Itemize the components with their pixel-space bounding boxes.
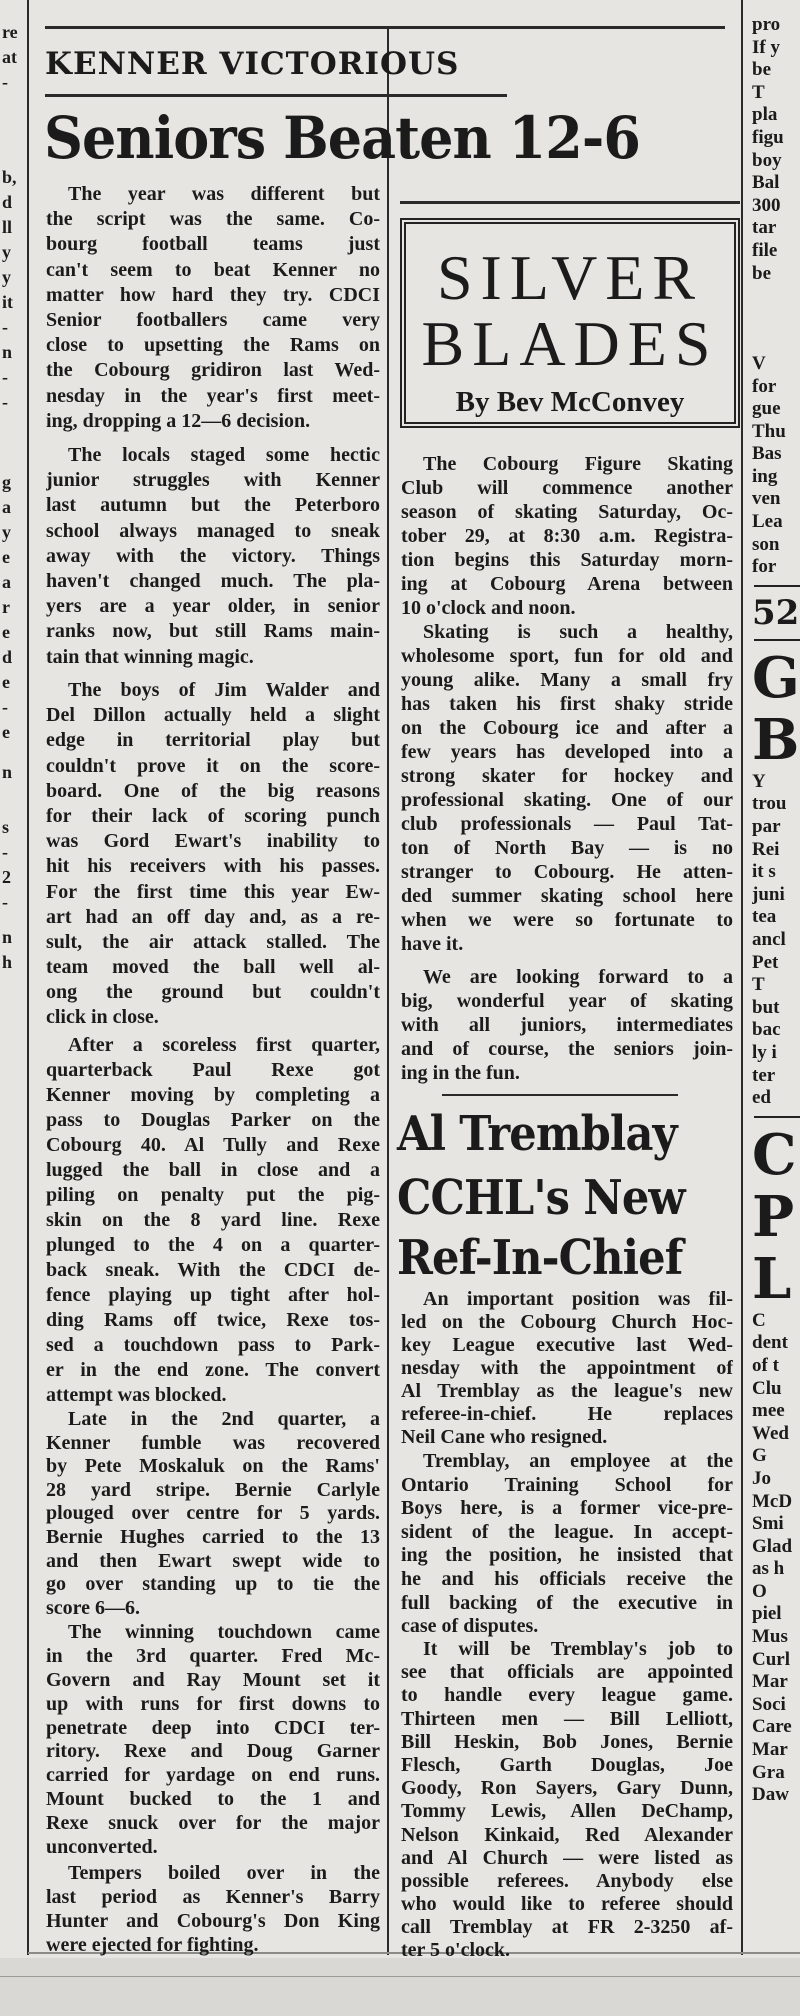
text-line: tion begins this Saturday morn- [401, 549, 733, 571]
paragraph [401, 620, 733, 956]
text-line: season of skating Saturday, Oc- [401, 501, 733, 523]
column-rule-right [741, 0, 743, 1955]
text-line: Hunter and Cobourg's Don King [46, 1910, 380, 1932]
clipped-text-fragment: as h [752, 1558, 785, 1580]
text-line: The year was different but [68, 183, 380, 205]
clipped-text-fragment: at [2, 47, 17, 67]
text-line: Boys here, is a former vice-pre- [401, 1497, 733, 1520]
paragraph [401, 1638, 733, 1963]
text-line: attempt was blocked. [46, 1384, 227, 1406]
text-line: possible referees. Anybody else [401, 1869, 733, 1892]
clipped-text-fragment: for [752, 375, 777, 397]
text-line: big, wonderful year of skating [401, 990, 733, 1012]
clipped-text-fragment: figu [752, 126, 784, 148]
clipped-text-fragment: be [752, 262, 771, 284]
clipped-headline-fragment: 52 [752, 592, 800, 633]
text-line: Bill Heskin, Bob Jones, Bernie [401, 1730, 733, 1753]
clipped-text-fragment: a [2, 572, 11, 592]
article-headline: Seniors Beaten 12-6 [44, 104, 640, 172]
clipped-headline-fragment: G [752, 644, 800, 711]
text-line: up with runs for first downs to [46, 1692, 380, 1715]
clipped-text-fragment: Bal [752, 172, 780, 194]
text-line: er in the end zone. The convert [46, 1359, 380, 1381]
text-line: art had an off day and, as a re- [46, 905, 380, 928]
clipped-text-fragment: If y [752, 36, 780, 58]
clipped-text-fragment: it [2, 292, 13, 312]
clipped-text-fragment: T [752, 81, 765, 103]
text-line: Del Dillon actually held a slight [46, 704, 380, 727]
text-line: was Gord Ewart's inability to [46, 830, 380, 853]
text-line: away with the victory. Things [46, 544, 380, 567]
clipped-text-fragment: Gra [752, 1761, 785, 1783]
text-line: sed a touchdown pass to Park- [46, 1334, 380, 1356]
clipped-text-fragment: par [752, 816, 781, 838]
text-line: It will be Tremblay's job to [423, 1638, 733, 1660]
clipped-text-fragment: trou [752, 793, 787, 815]
text-line: Neil Cane who resigned. [401, 1426, 608, 1448]
clipped-text-fragment: ven [752, 488, 781, 510]
text-line: Senior footballers came very [46, 308, 380, 331]
text-line: 28 yard stripe. Bernie Carlyle [46, 1478, 380, 1501]
clipped-text-fragment: Daw [752, 1784, 789, 1806]
text-line: in the 3rd quarter. Fred Mc- [46, 1644, 380, 1667]
text-line: and Al Church — were listed as [401, 1846, 733, 1869]
clipped-text-fragment: e [2, 622, 10, 642]
text-line: ter 5 o'clock. [401, 1939, 511, 1962]
clipped-text-fragment: V [752, 352, 766, 374]
clipped-text-fragment: b, [2, 167, 17, 187]
text-line: sult, the air attack stalled. The [46, 930, 380, 953]
text-line: The locals staged some hectic [68, 444, 380, 466]
text-line: Kenner fumble was recovered [46, 1431, 380, 1454]
article-kicker: KENNER VICTORIOUS [45, 46, 460, 82]
text-line: ing the position, he insisted that [401, 1544, 733, 1567]
text-line: go over standing up to tie the [46, 1573, 380, 1596]
text-line: ritory. Rexe and Doug Garner [46, 1740, 380, 1763]
clipped-text-fragment: dent [752, 1332, 788, 1354]
left-margin-clipped-column [0, 0, 27, 1950]
clipped-text-fragment: pla [752, 104, 778, 126]
text-line: who would like to referee should [401, 1893, 733, 1916]
clipped-text-fragment: Y [752, 770, 766, 792]
text-line: tain that winning magic. [46, 645, 254, 668]
text-line: ranks now, but still Rams main- [46, 620, 380, 643]
text-line: The winning touchdown came [68, 1621, 380, 1643]
text-line: were ejected for fighting. [46, 1934, 259, 1956]
clipped-headline-fragment: C [752, 1121, 797, 1188]
clipped-text-fragment: re [2, 22, 18, 42]
column-top-rule [400, 201, 740, 204]
clipped-text-fragment: s [2, 817, 10, 837]
text-line: Rexe snuck over for the major [46, 1812, 380, 1835]
paragraph [401, 965, 733, 1085]
clipped-text-fragment: Rei [752, 838, 780, 860]
right-clipped-column [752, 14, 800, 1807]
text-line: ing, dropping a 12—6 decision. [46, 409, 311, 432]
clipped-text-fragment: a [2, 497, 11, 517]
text-line: ing in the fun. [401, 1062, 520, 1084]
page-bottom-rule [0, 1976, 800, 1977]
text-line: young alike. Many a small fry [401, 669, 733, 691]
clipped-text-fragment: y [2, 267, 11, 287]
clipped-text-fragment: - [2, 697, 8, 717]
page-bottom-margin [0, 1958, 800, 2016]
clipped-text-fragment: - [2, 367, 8, 387]
clipped-text-fragment: y [2, 242, 11, 262]
clipped-text-fragment: 2 [2, 867, 11, 887]
text-line: matter how hard they try. CDCI [46, 283, 380, 306]
text-line: Skating is such a healthy, [423, 621, 733, 643]
text-line: ded summer skating school here [401, 885, 733, 907]
spacer [752, 308, 800, 331]
clipped-text-fragment: e [2, 547, 10, 567]
column-rule-left [27, 0, 29, 1955]
text-line: referee-in-chief. He replaces [401, 1403, 733, 1425]
clipped-text-fragment: piel [752, 1603, 782, 1625]
clipped-text-fragment: Jo [752, 1467, 771, 1489]
text-line: yers are a year older, in senior [46, 595, 380, 618]
text-line: stranger to Cobourg. He atten- [401, 861, 733, 883]
text-line: Club will commence another [401, 477, 733, 499]
column-byline: By Bev McConvey [455, 386, 685, 418]
clipped-text-fragment: Bas [752, 443, 782, 465]
clipped-text-fragment: Curl [752, 1648, 790, 1670]
text-line: nesday with the appointment of [401, 1357, 733, 1379]
text-line: Govern and Ray Mount set it [46, 1668, 380, 1691]
text-line: hit his receivers with his passes. [46, 855, 380, 878]
clipped-text-fragment: Clu [752, 1377, 782, 1399]
clipped-text-fragment: ll [2, 217, 13, 237]
clipped-text-fragment: - [2, 892, 8, 912]
text-line: Nelson Kinkaid, Red Alexander [401, 1823, 733, 1846]
text-line: ding Rams off twice, Rexe tos- [46, 1309, 380, 1331]
article-separator-rule [442, 1094, 678, 1096]
text-line: see that officials are appointed [401, 1661, 733, 1684]
clipped-text-fragment: ly i [752, 1041, 777, 1063]
text-line: penetrate deep into CDCI ter- [46, 1716, 380, 1739]
text-line: bourg football teams just [46, 233, 380, 256]
text-line: key League executive last Wed- [401, 1334, 733, 1356]
text-line: back sneak. With the CDCI de- [46, 1259, 380, 1281]
clipped-text-fragment: of t [752, 1354, 779, 1376]
text-line: Ontario Training School for [401, 1473, 733, 1496]
text-line: for their lack of scoring punch [46, 804, 380, 827]
text-line: call Tremblay at FR 2-3250 af- [401, 1916, 733, 1939]
text-line: We are looking forward to a [423, 966, 733, 988]
text-line: has taken his first shaky stride [401, 693, 733, 715]
clipped-text-fragment: Smi [752, 1513, 784, 1535]
text-line: couldn't prove it on the score- [46, 754, 380, 777]
text-line: Cobourg 40. Al Tully and Rexe [46, 1134, 380, 1156]
clipped-text-fragment: - [2, 392, 8, 412]
text-line: junior struggles with Kenner [46, 469, 380, 492]
clipped-text-fragment: G [752, 1445, 767, 1467]
clipped-text-fragment: ed [752, 1087, 771, 1109]
text-line: plouged over centre for 5 yards. [46, 1502, 380, 1525]
clipped-text-fragment: y [2, 522, 11, 542]
text-line: the script was the same. Co- [46, 208, 380, 231]
text-line: last autumn but the Peterboro [46, 494, 380, 517]
clipped-text-fragment: bac [752, 1019, 781, 1041]
text-line: Bernie Hughes carried to the 13 [46, 1525, 380, 1548]
text-line: ong the ground but couldn't [46, 981, 380, 1004]
text-line: The Cobourg Figure Skating [423, 453, 733, 475]
clipped-text-fragment: ancl [752, 929, 786, 950]
paragraph [401, 1288, 733, 1449]
clipped-text-fragment: Wed [752, 1422, 789, 1444]
headline-line-2: CCHL's New [397, 1170, 685, 1226]
text-line: school always managed to sneak [46, 519, 380, 542]
clipped-text-fragment: tar [752, 217, 777, 239]
text-line: to handle every league game. [401, 1684, 733, 1707]
clipped-headline-fragment: P [752, 1183, 795, 1250]
text-line: when we were so fortunate to [401, 909, 733, 931]
clipped-text-fragment: Mar [752, 1739, 788, 1761]
clipped-text-fragment: g [2, 472, 11, 492]
clipped-text-fragment: n [2, 762, 13, 782]
rule-divider [752, 633, 800, 647]
text-line: edge in territorial play but [46, 729, 380, 752]
text-line: Al Tremblay as the league's new [401, 1380, 733, 1402]
text-line: click in close. [46, 1006, 159, 1029]
clipped-text-fragment: but [752, 996, 780, 1018]
text-line: carried for yardage on end runs. [46, 1764, 380, 1787]
spacer [752, 285, 800, 308]
clipped-text-fragment: - [2, 842, 8, 862]
clipped-text-fragment: e [2, 672, 10, 692]
text-line: by Pete Moskaluk on the Rams' [46, 1455, 380, 1478]
text-line: After a scoreless first quarter, [68, 1034, 380, 1056]
clipped-text-fragment: mee [752, 1400, 785, 1422]
text-line: fence playing up tight after hol- [46, 1284, 380, 1306]
text-line: piling on penalty put the pig- [46, 1184, 380, 1206]
clipped-text-fragment: it s [752, 861, 776, 883]
paragraph [46, 182, 380, 434]
clipped-text-fragment: McD [752, 1490, 793, 1512]
text-line: 10 o'clock and noon. [401, 597, 576, 619]
clipped-text-fragment: Care [752, 1716, 792, 1738]
text-line: can't seem to beat Kenner no [46, 258, 380, 281]
clipped-text-fragment: Soci [752, 1693, 786, 1715]
paragraph [46, 1033, 380, 1408]
clipped-text-fragment: tea [752, 906, 777, 928]
text-line: ton of North Bay — is no [401, 837, 733, 859]
rule-divider [752, 579, 800, 593]
text-line: few years has developed into a [401, 741, 733, 763]
text-line: Tremblay, an employee at the [423, 1450, 733, 1472]
text-line: close to upsetting the Rams on [46, 334, 380, 357]
text-line: last period as Kenner's Barry [46, 1886, 380, 1908]
clipped-text-fragment: ter [752, 1064, 776, 1086]
clipped-text-fragment: - [2, 317, 8, 337]
column-rule-center [387, 28, 389, 1955]
clipped-text-fragment: h [2, 952, 13, 972]
column-title-line1: SILVER [436, 242, 704, 313]
text-line: skin on the 8 yard line. Rexe [46, 1209, 380, 1231]
text-line: unconverted. [46, 1836, 158, 1859]
text-line: plunged to the 4 on a quarter- [46, 1234, 380, 1256]
paragraph [46, 1621, 380, 1860]
text-line: team moved the ball well al- [46, 956, 380, 979]
paragraph [46, 443, 380, 670]
text-line: the Cobourg gridiron last Wed- [46, 359, 380, 382]
clipped-text-fragment: file [752, 239, 778, 261]
clipped-text-fragment: be [752, 59, 771, 81]
text-line: case of disputes. [401, 1615, 539, 1638]
clipped-headline-fragment: L [752, 1245, 792, 1312]
clipped-text-fragment: Glad [752, 1535, 793, 1557]
clipped-text-fragment: son [752, 533, 780, 555]
text-line: Tempers boiled over in the [68, 1862, 380, 1884]
clipped-text-fragment: for [752, 556, 777, 578]
clipped-text-fragment: r [2, 597, 10, 617]
clipped-text-fragment: Lea [752, 511, 783, 533]
text-line: with all juniors, intermediates [401, 1014, 733, 1036]
kicker-rule [45, 94, 507, 97]
text-line: led on the Cobourg Church Hoc- [401, 1311, 733, 1333]
clipped-text-fragment: Mar [752, 1671, 788, 1693]
clipped-text-fragment: pro [752, 14, 781, 35]
clipped-text-fragment: gue [752, 398, 781, 420]
column-title-line2: BLADES [421, 308, 719, 379]
text-line: The boys of Jim Walder and [68, 679, 380, 701]
clipped-text-fragment: Pet [752, 951, 779, 973]
clipped-text-fragment: O [752, 1580, 767, 1602]
text-line: Goody, Ron Sayers, Gary Dunn, [401, 1777, 733, 1800]
text-line: and then Ewart swept wide to [46, 1549, 380, 1572]
text-line: An important position was fil- [423, 1288, 733, 1310]
text-line: ing at Cobourg Arena between [401, 573, 733, 595]
spacer [752, 330, 800, 353]
clipped-text-fragment: Thu [752, 420, 786, 442]
text-line: score 6—6. [46, 1596, 141, 1619]
text-line: pass to Douglas Parker on the [46, 1109, 380, 1131]
paragraph [46, 1861, 380, 1957]
text-line: nesday in the year's first meet- [46, 384, 380, 407]
text-line: Kenner moving by completing a [46, 1084, 380, 1106]
paragraph [46, 678, 380, 1031]
clipped-text-fragment: C [752, 1309, 766, 1331]
text-line: quarterback Paul Rexe got [46, 1059, 380, 1081]
text-line: on the Cobourg ice and after a [401, 717, 733, 739]
paragraph [401, 452, 733, 620]
text-line: professional skating. One of our [401, 789, 733, 811]
clipped-text-fragment: n [2, 927, 13, 947]
clipped-text-fragment: d [2, 647, 13, 667]
text-line: strong skater for hockey and [401, 765, 733, 787]
clipped-text-fragment: ing [752, 465, 778, 487]
text-line: Thirteen men — Bill Lelliott, [401, 1707, 733, 1730]
text-line: lugged the ball in close and a [46, 1159, 380, 1181]
text-line: board. One of the big reasons [46, 779, 380, 802]
headline-line-1: Al Tremblay [397, 1106, 677, 1162]
clipped-text-fragment: e [2, 722, 10, 742]
text-line: For the first time this year Ew- [46, 880, 380, 903]
clipped-headline-fragment: B [752, 706, 800, 773]
text-line: have it. [401, 933, 464, 955]
clipped-text-fragment: T [752, 974, 765, 996]
clipped-text-fragment: juni [752, 883, 785, 905]
text-line: club professionals — Paul Tat- [401, 813, 733, 835]
clipped-text-fragment: n [2, 342, 13, 362]
clipped-text-fragment: Mus [752, 1626, 788, 1648]
rule-divider [752, 1110, 800, 1124]
text-line: haven't changed much. The pla- [46, 569, 380, 592]
text-line: tober 29, at 8:30 a.m. Registra- [401, 525, 733, 547]
clipped-text-fragment: boy [752, 149, 782, 171]
text-line: he and his officials receive the [401, 1567, 733, 1590]
top-rule [45, 26, 725, 29]
text-line: Mount bucked to the 1 and [46, 1788, 380, 1811]
clipped-text-fragment: d [2, 192, 13, 212]
clipped-text-fragment: 300 [752, 194, 781, 216]
text-line: wholesome sport, fun for old and [401, 645, 733, 667]
headline-line-3: Ref-In-Chief [397, 1230, 683, 1286]
text-line: and of course, the seniors join- [401, 1038, 733, 1060]
text-line: sident of the league. In accept- [401, 1520, 733, 1543]
clipped-text-fragment: - [2, 72, 8, 92]
text-line: full backing of the executive in [401, 1591, 733, 1614]
paragraph [401, 1450, 733, 1639]
paragraph [46, 1408, 380, 1620]
text-line: Late in the 2nd quarter, a [68, 1408, 380, 1430]
text-line: Flesch, Garth Douglas, Joe [401, 1753, 733, 1776]
text-line: Tommy Lewis, Allen DeChamp, [401, 1800, 733, 1823]
